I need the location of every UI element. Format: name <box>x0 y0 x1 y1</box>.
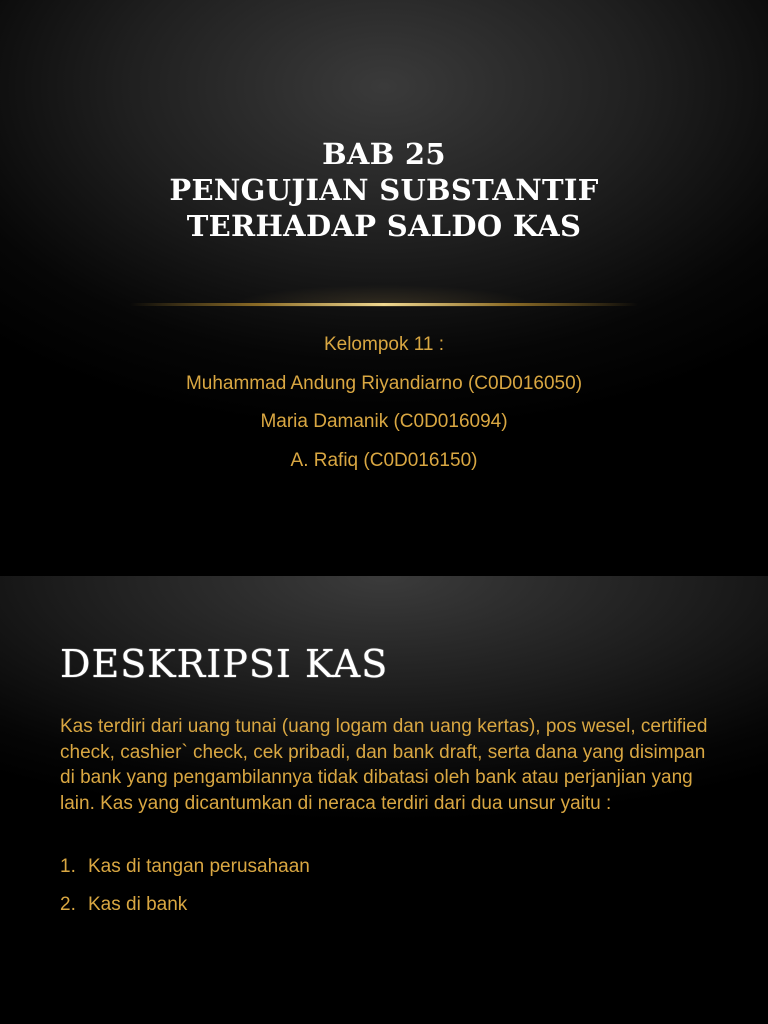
group-label: Kelompok 11 : <box>323 334 445 355</box>
section-heading: DESKRIPSI KAS <box>60 642 389 686</box>
cash-components-list <box>60 855 310 931</box>
group-members <box>0 332 768 486</box>
gold-divider <box>130 303 638 306</box>
list-text: Kas di bank <box>88 894 188 915</box>
list-number: 1. <box>60 856 76 877</box>
list-text: Kas di tangan perusahaan <box>88 856 310 877</box>
description-paragraph: Kas terdiri dari uang tunai (uang logam dan uang kertas), pos wesel, certified check, cashier` check, cek pribadi, dan bank draft, serta dana yang disimpan di bank yang pengambilannya tidak dibatasi oleh bank atau perjanjian yang lain. Kas yang dicantumkan di neraca terdiri dari dua unsur yaitu : <box>60 716 708 814</box>
list-number: 2. <box>60 894 76 915</box>
title-line-subtopic: TERHADAP SALDO KAS <box>186 209 582 243</box>
member-1: Muhammad Andung Riyandiarno (C0D016050) <box>185 372 583 394</box>
list-item <box>60 855 310 893</box>
title-line-chapter: BAB 25 <box>322 137 446 171</box>
title-line-topic: PENGUJIAN SUBSTANTIF <box>169 173 599 207</box>
member-2: Maria Damanik (C0D016094) <box>260 411 508 432</box>
list-item <box>60 893 310 931</box>
slide-title <box>0 136 768 244</box>
member-3: A. Rafiq (C0D016150) <box>290 449 478 471</box>
